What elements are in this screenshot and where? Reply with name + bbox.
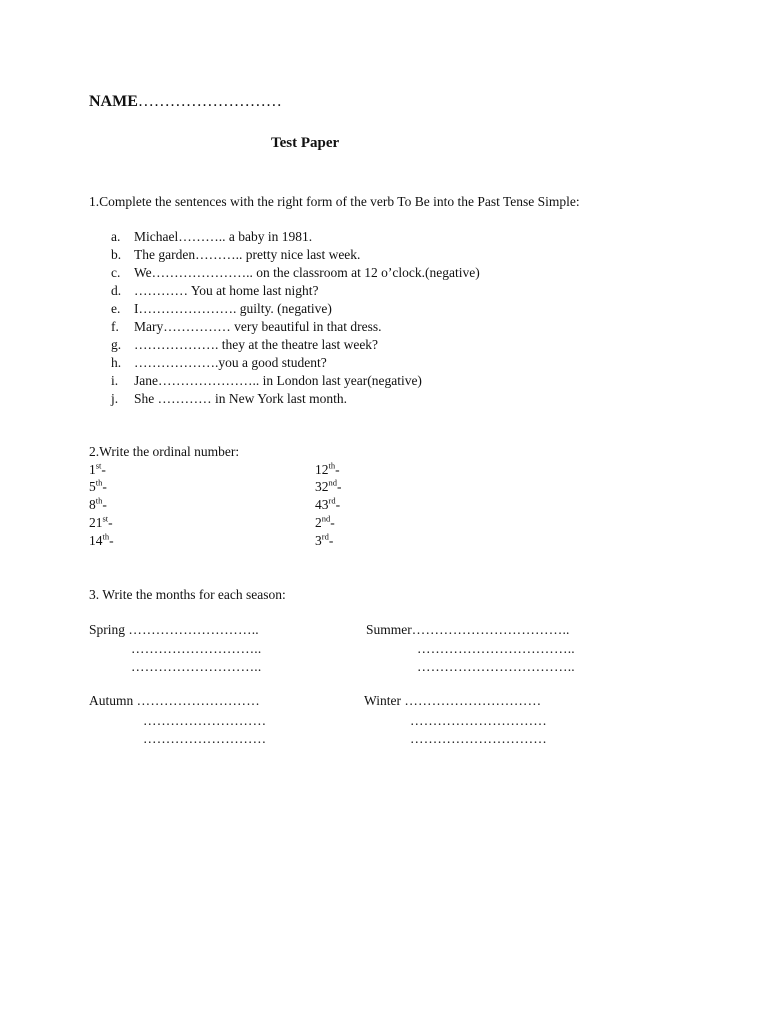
winter-row: [364, 693, 541, 709]
ordinal-suffix: th: [95, 477, 103, 488]
ordinal-item: [89, 515, 113, 531]
list-item: [0, 247, 768, 265]
ordinal-item: [89, 497, 107, 513]
ordinal-number: 8: [89, 497, 96, 512]
winter-blank-2: …………………………: [410, 713, 547, 728]
ordinal-number: 1: [89, 462, 96, 477]
list-item: [0, 355, 768, 373]
ordinal-dash: -: [335, 462, 340, 477]
ordinal-suffix: th: [328, 460, 336, 471]
list-text: The garden……….. pretty nice last week.: [134, 247, 361, 262]
list-marker: a.: [111, 229, 121, 244]
list-text: ………………. they at the theatre last week?: [134, 337, 379, 352]
list-marker: c.: [111, 265, 121, 280]
ordinal-dash: -: [102, 497, 107, 512]
ordinal-dash: -: [337, 479, 342, 494]
ordinal-number: 14: [89, 533, 103, 548]
autumn-blank-3: ………………………: [143, 731, 267, 746]
list-text: I…………………. guilty. (negative): [134, 301, 332, 316]
ordinal-item: [89, 479, 107, 495]
list-text: Mary…………… very beautiful in that dress.: [134, 319, 382, 334]
autumn-row: [89, 693, 260, 709]
ordinal-dash: -: [328, 533, 334, 548]
summer-blank-3: ……………………………..: [417, 659, 575, 674]
ordinal-dash: -: [108, 515, 113, 530]
ordinal-item: [89, 462, 106, 478]
ordinal-dash: -: [330, 515, 335, 530]
question-3-heading: 3. Write the months for each season:: [89, 587, 286, 602]
list-item: [0, 373, 768, 391]
winter-blank-3: …………………………: [410, 731, 547, 746]
ordinal-item: [315, 479, 342, 495]
ordinal-number: 12: [315, 462, 329, 477]
list-marker: h.: [111, 355, 122, 370]
ordinal-number: 32: [315, 479, 329, 494]
list-text: ……………….you a good student?: [134, 355, 327, 370]
list-marker: g.: [111, 337, 122, 352]
ordinal-suffix: rd: [321, 531, 329, 542]
ordinal-item: [315, 533, 333, 549]
ordinal-dash: -: [102, 479, 107, 494]
list-marker: b.: [111, 247, 122, 262]
ordinal-number: 2: [315, 515, 322, 530]
spring-blank-3: ………………………..: [131, 659, 262, 674]
ordinal-suffix: st: [95, 460, 102, 471]
list-item: [0, 265, 768, 283]
ordinal-item: [315, 462, 340, 478]
summer-row: [366, 622, 570, 638]
ordinal-dash: -: [335, 497, 341, 512]
list-item: [0, 391, 768, 409]
question-1-heading: 1.Complete the sentences with the right form of the verb To Be into the Past Tense Simple:: [89, 194, 580, 209]
list-item: [0, 229, 768, 247]
summer-label: Summer: [366, 622, 412, 637]
list-marker: i.: [111, 373, 119, 388]
name-label: NAME: [89, 93, 138, 110]
name-blank: ………………………: [137, 93, 282, 110]
list-item: [0, 337, 768, 355]
ordinal-number: 21: [89, 515, 103, 530]
ordinal-suffix: rd: [328, 495, 336, 506]
ordinal-suffix: nd: [328, 477, 337, 488]
winter-blank-1: …………………………: [404, 693, 542, 708]
ordinal-suffix: nd: [321, 513, 331, 524]
summer-blank-1: ……………………………..: [411, 622, 570, 637]
list-marker: j.: [111, 391, 119, 406]
ordinal-number: 3: [315, 533, 322, 548]
ordinal-suffix: st: [102, 513, 109, 524]
list-text: We………………….. on the classroom at 12 o’clock.(negative): [134, 265, 480, 280]
ordinal-dash: -: [109, 533, 114, 548]
ordinal-item: [89, 533, 114, 549]
question-2-heading: 2.Write the ordinal number:: [89, 444, 240, 459]
ordinal-item: [315, 497, 340, 513]
ordinal-suffix: th: [95, 495, 103, 506]
ordinal-suffix: th: [102, 531, 110, 542]
winter-label: Winter: [364, 693, 401, 708]
list-item: [0, 319, 768, 337]
ordinal-dash: -: [101, 462, 106, 477]
spring-label: Spring: [89, 622, 126, 637]
list-item: [0, 301, 768, 319]
list-marker: e.: [111, 301, 121, 316]
spring-blank-2: ………………………..: [131, 641, 262, 656]
autumn-blank-2: ………………………: [143, 713, 267, 728]
summer-blank-2: ……………………………..: [417, 641, 575, 656]
ordinal-number: 5: [89, 479, 96, 494]
list-text: She ………… in New York last month.: [134, 391, 348, 406]
page-title: Test Paper: [271, 135, 340, 151]
list-text: ………… You at home last night?: [134, 283, 319, 298]
spring-row: [89, 622, 259, 638]
list-marker: d.: [111, 283, 122, 298]
list-marker: f.: [111, 319, 119, 334]
autumn-blank-1: ………………………: [136, 693, 260, 708]
list-text: Michael……….. a baby in 1981.: [134, 229, 313, 244]
list-item: [0, 283, 768, 301]
ordinal-item: [315, 515, 335, 531]
autumn-label: Autumn: [89, 693, 134, 708]
list-text: Jane………………….. in London last year(negative): [134, 373, 422, 388]
spring-blank-1: ………………………..: [128, 622, 259, 637]
name-field: [89, 93, 282, 111]
ordinal-number: 43: [315, 497, 329, 512]
